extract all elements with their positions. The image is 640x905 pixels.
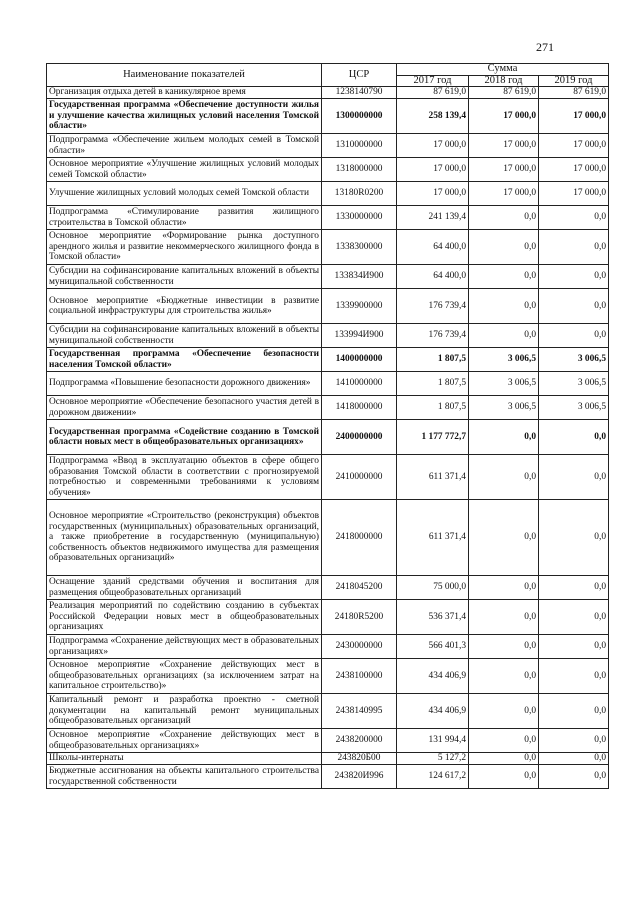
row-value-2019: 0,0	[539, 455, 609, 500]
row-code: 2438100000	[322, 659, 397, 694]
row-value-2019: 0,0	[539, 600, 609, 635]
table-row	[47, 372, 609, 396]
row-name: Капитальный ремонт и разработка проектно - сметной документации на капитальный ремонт муниципальных общеобразовательных организаций	[47, 694, 322, 729]
table-row	[47, 324, 609, 348]
table-row	[47, 134, 609, 158]
row-value-2019: 0,0	[539, 265, 609, 289]
row-value-2019: 0,0	[539, 230, 609, 265]
row-value-2017: 241 139,4	[397, 206, 469, 230]
row-value-2017: 1 807,5	[397, 396, 469, 420]
row-value-2018: 0,0	[469, 694, 539, 729]
table-row	[47, 158, 609, 182]
row-value-2018: 3 006,5	[469, 372, 539, 396]
row-name: Подпрограмма «Сохранение действующих мест в образовательных организациях»	[47, 635, 322, 659]
row-name: Бюджетные ассигнования на объекты капитального строительства государственной собственности	[47, 765, 322, 789]
row-name: Подпрограмма «Обеспечение жильем молодых семей в Томской области»	[47, 134, 322, 158]
row-value-2017: 17 000,0	[397, 182, 469, 206]
row-value-2019: 0,0	[539, 659, 609, 694]
row-code: 13180R0200	[322, 182, 397, 206]
table-row	[47, 455, 609, 500]
row-value-2018: 0,0	[469, 455, 539, 500]
table-row	[47, 576, 609, 600]
table-row	[47, 729, 609, 753]
row-value-2019: 0,0	[539, 635, 609, 659]
row-value-2019: 87 619,0	[539, 87, 609, 99]
table-row	[47, 289, 609, 324]
row-value-2018: 0,0	[469, 600, 539, 635]
row-value-2019: 17 000,0	[539, 182, 609, 206]
table-row	[47, 396, 609, 420]
row-code: 1330000000	[322, 206, 397, 230]
row-code: 1400000000	[322, 348, 397, 372]
row-value-2019: 0,0	[539, 729, 609, 753]
row-value-2018: 17 000,0	[469, 134, 539, 158]
row-name: Подпрограмма «Повышение безопасности дорожного движения»	[47, 372, 322, 396]
row-value-2019: 17 000,0	[539, 134, 609, 158]
row-value-2019: 0,0	[539, 753, 609, 765]
row-value-2019: 17 000,0	[539, 158, 609, 182]
row-value-2019: 3 006,5	[539, 372, 609, 396]
row-value-2019: 0,0	[539, 500, 609, 576]
row-code: 2418000000	[322, 500, 397, 576]
row-value-2019: 3 006,5	[539, 396, 609, 420]
row-code: 243820Б00	[322, 753, 397, 765]
row-value-2017: 1 177 772,7	[397, 420, 469, 455]
row-name: Основное мероприятие «Бюджетные инвестиции в развитие социальной инфраструктуры для строительства жилья»	[47, 289, 322, 324]
row-name: Организация отдыха детей в каникулярное время	[47, 87, 322, 99]
row-value-2017: 87 619,0	[397, 87, 469, 99]
row-code: 1338300000	[322, 230, 397, 265]
row-value-2018: 0,0	[469, 265, 539, 289]
row-value-2018: 0,0	[469, 206, 539, 230]
table-header	[47, 64, 609, 87]
row-code: 1310000000	[322, 134, 397, 158]
row-value-2019: 17 000,0	[539, 99, 609, 134]
row-value-2019: 3 006,5	[539, 348, 609, 372]
row-value-2018: 17 000,0	[469, 99, 539, 134]
row-value-2017: 17 000,0	[397, 134, 469, 158]
row-value-2018: 3 006,5	[469, 396, 539, 420]
table-row	[47, 182, 609, 206]
row-value-2017: 131 994,4	[397, 729, 469, 753]
row-name: Подпрограмма «Стимулирование развития жилищного строительства в Томской области»	[47, 206, 322, 230]
table-row	[47, 753, 609, 765]
row-name: Основное мероприятие «Формирование рынка доступного арендного жилья и развитие некоммерческого жилищного фонда в Томской области»	[47, 230, 322, 265]
row-code: 1410000000	[322, 372, 397, 396]
row-value-2018: 0,0	[469, 765, 539, 789]
row-code: 1318000000	[322, 158, 397, 182]
header-year-2019: 2019 год	[539, 75, 609, 87]
row-value-2017: 611 371,4	[397, 500, 469, 576]
row-name: Субсидии на софинансирование капитальных вложений в объекты муниципальной собственности	[47, 265, 322, 289]
row-value-2017: 176 739,4	[397, 324, 469, 348]
row-value-2018: 0,0	[469, 324, 539, 348]
row-code: 2438200000	[322, 729, 397, 753]
row-value-2018: 0,0	[469, 635, 539, 659]
row-value-2018: 87 619,0	[469, 87, 539, 99]
row-name: Оснащение зданий средствами обучения и воспитания для размещения общеобразовательных организаций	[47, 576, 322, 600]
table-row	[47, 500, 609, 576]
row-code: 1339900000	[322, 289, 397, 324]
row-value-2017: 1 807,5	[397, 372, 469, 396]
row-value-2017: 434 406,9	[397, 659, 469, 694]
header-name: Наименование показателей	[47, 64, 322, 87]
table-row	[47, 635, 609, 659]
table-row	[47, 765, 609, 789]
row-value-2019: 0,0	[539, 765, 609, 789]
row-value-2017: 434 406,9	[397, 694, 469, 729]
row-name: Основное мероприятие «Обеспечение безопасного участия детей в дорожном движении»	[47, 396, 322, 420]
table-row	[47, 659, 609, 694]
table-row	[47, 348, 609, 372]
row-name: Субсидии на софинансирование капитальных вложений в объекты муниципальной собственности	[47, 324, 322, 348]
row-value-2017: 75 000,0	[397, 576, 469, 600]
row-value-2018: 0,0	[469, 230, 539, 265]
row-code: 1238140790	[322, 87, 397, 99]
row-value-2019: 0,0	[539, 289, 609, 324]
row-value-2018: 0,0	[469, 576, 539, 600]
row-code: 133994И900	[322, 324, 397, 348]
table-row	[47, 230, 609, 265]
row-value-2017: 124 617,2	[397, 765, 469, 789]
table-row	[47, 265, 609, 289]
header-year-2017: 2017 год	[397, 75, 469, 87]
budget-table	[46, 63, 609, 789]
header-year-2018: 2018 год	[469, 75, 539, 87]
row-code: 2410000000	[322, 455, 397, 500]
row-name: Основное мероприятие «Сохранение действующих мест в общеобразовательных организациях»	[47, 729, 322, 753]
table-row	[47, 206, 609, 230]
row-value-2017: 17 000,0	[397, 158, 469, 182]
row-value-2018: 0,0	[469, 729, 539, 753]
row-value-2019: 0,0	[539, 694, 609, 729]
row-value-2019: 0,0	[539, 324, 609, 348]
row-code: 24180R5200	[322, 600, 397, 635]
row-value-2018: 3 006,5	[469, 348, 539, 372]
table-body	[47, 87, 609, 789]
row-name: Государственная программа «Содействие созданию в Томской области новых мест в общеобразовательных организациях»	[47, 420, 322, 455]
row-name: Реализация мероприятий по содействию созданию в субъектах Российской Федерации новых мест в общеобразовательных организациях	[47, 600, 322, 635]
row-name: Школы-интернаты	[47, 753, 322, 765]
row-name: Государственная программа «Обеспечение доступности жилья и улучшение качества жилищных условий населения Томской области»	[47, 99, 322, 134]
row-value-2017: 64 400,0	[397, 230, 469, 265]
row-name: Улучшение жилищных условий молодых семей Томской области	[47, 182, 322, 206]
row-value-2017: 566 401,3	[397, 635, 469, 659]
row-code: 2400000000	[322, 420, 397, 455]
row-name: Основное мероприятие «Строительство (реконструкция) объектов государственных (муниципальных) образовательных организаций, а также приобретение в государственную (муниципальную) собственность объектов недвижимого имущества для размещения образовательных организаций»	[47, 500, 322, 576]
row-value-2018: 17 000,0	[469, 182, 539, 206]
row-value-2019: 0,0	[539, 206, 609, 230]
table-row	[47, 99, 609, 134]
row-name: Подпрограмма «Ввод в эксплуатацию объектов в сфере общего образования Томской области в соответствии с прогнозируемой потребностью и современными требованиями к условиям обучения»	[47, 455, 322, 500]
page-number: 271	[536, 40, 554, 54]
row-value-2019: 0,0	[539, 420, 609, 455]
row-value-2017: 536 371,4	[397, 600, 469, 635]
row-value-2018: 0,0	[469, 753, 539, 765]
row-value-2017: 1 807,5	[397, 348, 469, 372]
table-row	[47, 87, 609, 99]
header-sum: Сумма	[397, 64, 609, 76]
row-code: 2430000000	[322, 635, 397, 659]
row-value-2018: 0,0	[469, 659, 539, 694]
row-value-2017: 611 371,4	[397, 455, 469, 500]
table-row	[47, 420, 609, 455]
row-code: 2438140995	[322, 694, 397, 729]
row-value-2017: 176 739,4	[397, 289, 469, 324]
row-value-2017: 258 139,4	[397, 99, 469, 134]
row-name: Государственная программа «Обеспечение безопасности населения Томской области»	[47, 348, 322, 372]
row-code: 1300000000	[322, 99, 397, 134]
row-value-2017: 5 127,2	[397, 753, 469, 765]
row-name: Основное мероприятие «Улучшение жилищных условий молодых семей Томской области»	[47, 158, 322, 182]
row-name: Основное мероприятие «Сохранение действующих мест в общеобразовательных организациях (за исключением затрат на капитальное строительство)»	[47, 659, 322, 694]
header-code: ЦСР	[322, 64, 397, 87]
row-code: 1418000000	[322, 396, 397, 420]
row-value-2019: 0,0	[539, 576, 609, 600]
row-value-2017: 64 400,0	[397, 265, 469, 289]
row-code: 2418045200	[322, 576, 397, 600]
row-value-2018: 17 000,0	[469, 158, 539, 182]
row-value-2018: 0,0	[469, 500, 539, 576]
row-code: 133834И900	[322, 265, 397, 289]
row-value-2018: 0,0	[469, 289, 539, 324]
row-value-2018: 0,0	[469, 420, 539, 455]
table-row	[47, 600, 609, 635]
row-code: 243820И996	[322, 765, 397, 789]
table-row	[47, 694, 609, 729]
